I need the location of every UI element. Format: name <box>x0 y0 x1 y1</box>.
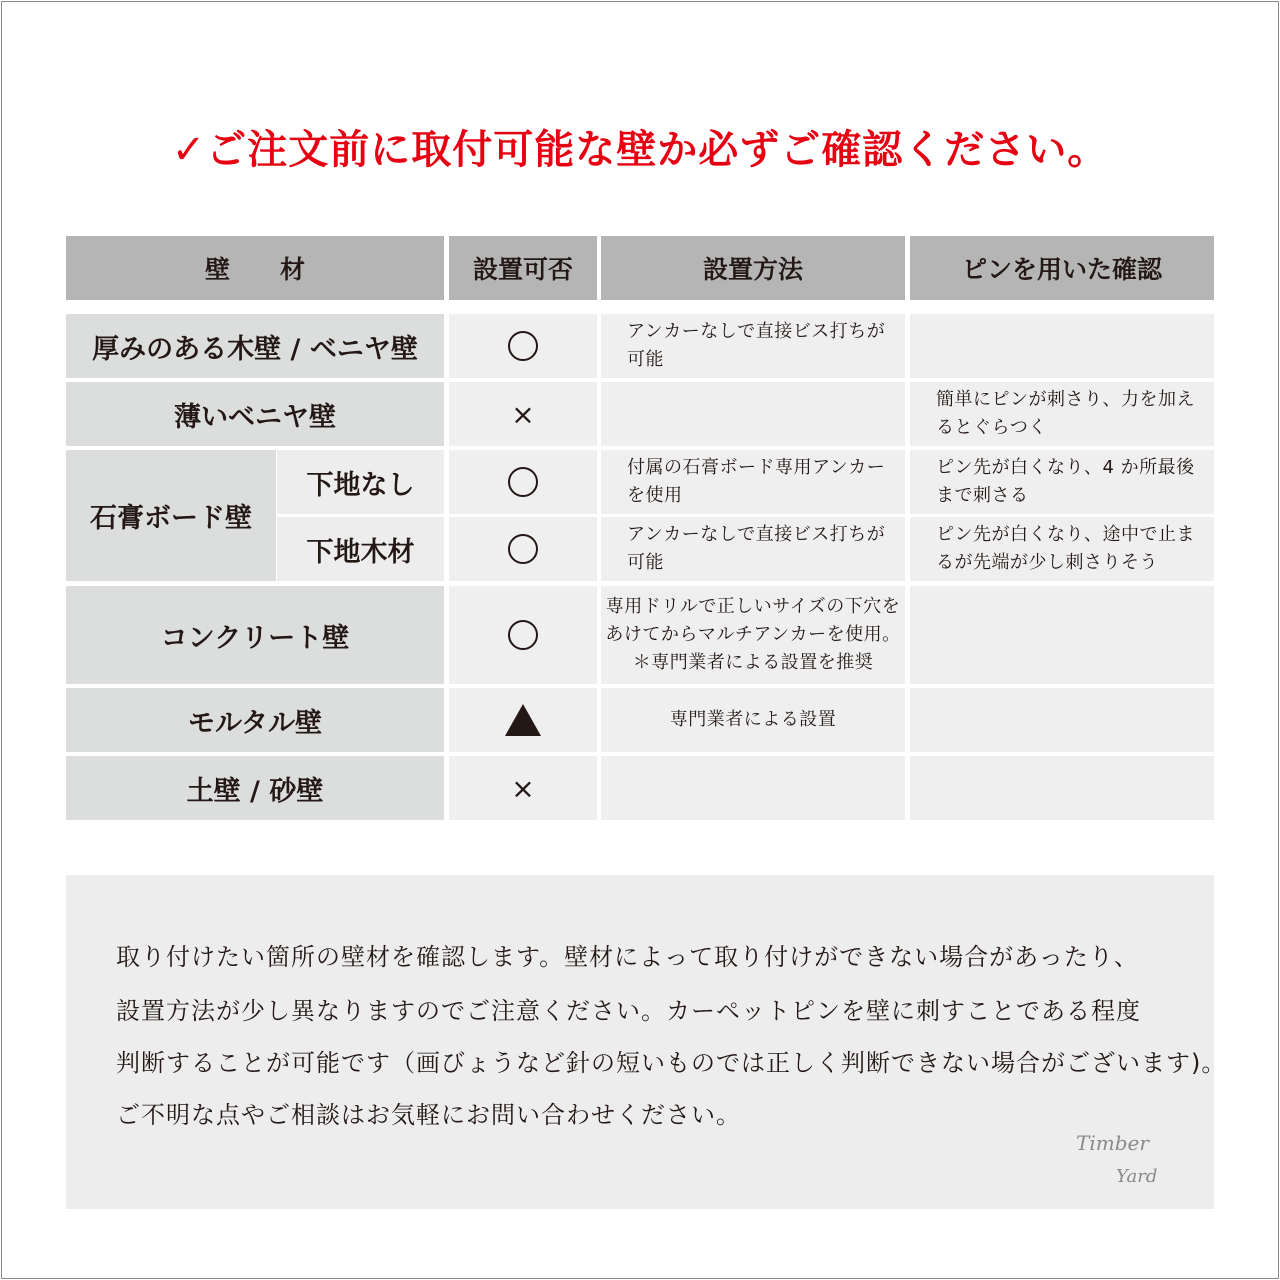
header-method: 設置方法 <box>601 236 905 300</box>
availability-cell <box>449 756 597 820</box>
info-line: 設置方法が少し異なりますのでご注意ください。カーペットピンを壁に刺すことである程度 <box>116 997 1141 1025</box>
availability-cell <box>449 314 597 378</box>
availability-cell <box>449 382 597 446</box>
sub-material-cell: 下地なし <box>277 450 444 514</box>
page-title: ✓ご注文前に取付可能な壁か必ずご確認ください。 <box>171 127 1109 173</box>
pin-check-cell <box>910 688 1214 752</box>
sub-material-cell: 下地木材 <box>277 517 444 581</box>
pin-check-cell <box>910 314 1214 378</box>
material-cell: 厚みのある木壁 / ベニヤ壁 <box>66 314 444 378</box>
info-line: 判断することが可能です（画びょうなど針の短いものでは正しく判断できない場合がございます)。 <box>116 1049 1227 1077</box>
not-possible-cross-icon: × <box>511 771 535 805</box>
pin-check-cell <box>910 586 1214 684</box>
material-cell-gypsum: 石膏ボード壁 <box>66 450 276 581</box>
possible-circle-icon <box>508 534 538 564</box>
pin-check-cell <box>910 756 1214 820</box>
info-box <box>66 875 1227 1209</box>
timber-yard-logo <box>1072 1120 1172 1190</box>
not-possible-cross-icon: × <box>511 397 535 431</box>
method-cell: アンカーなしで直接ビス打ちが 可能 <box>601 314 905 378</box>
header-availability: 設置可否 <box>449 236 597 300</box>
possible-circle-icon <box>508 331 538 361</box>
material-cell: モルタル壁 <box>66 688 444 752</box>
info-line: 取り付けたい箇所の壁材を確認します。壁材によって取り付けができない場合があったり、 <box>116 943 1139 971</box>
header-material: 壁 材 <box>66 236 444 300</box>
method-cell: 専門業者による設置 <box>601 688 905 752</box>
method-cell: アンカーなしで直接ビス打ちが 可能 <box>601 517 905 581</box>
method-cell: 付属の石膏ボード専用アンカー を使用 <box>601 450 905 514</box>
logo-line2: Yard <box>1116 1166 1158 1187</box>
availability-cell <box>449 517 597 581</box>
availability-cell <box>449 688 597 752</box>
material-cell: 薄いベニヤ壁 <box>66 382 444 446</box>
availability-cell <box>449 586 597 684</box>
method-cell <box>601 382 905 446</box>
info-line: ご不明な点やご相談はお気軽にお問い合わせください。 <box>116 1101 741 1129</box>
pin-check-cell: ピン先が白くなり、途中で止ま るが先端が少し刺さりそう <box>910 517 1214 581</box>
pin-check-cell: ピン先が白くなり、4 か所最後 まで刺さる <box>910 450 1214 514</box>
header-pin-check: ピンを用いた確認 <box>910 236 1214 300</box>
material-cell: 土壁 / 砂壁 <box>66 756 444 820</box>
method-cell <box>601 756 905 820</box>
possible-circle-icon <box>508 620 538 650</box>
possible-circle-icon <box>508 467 538 497</box>
conditional-triangle-icon <box>505 704 541 736</box>
material-cell: コンクリート壁 <box>66 586 444 684</box>
logo-line1: Timber <box>1076 1131 1149 1155</box>
pin-check-cell: 簡単にピンが刺さり、力を加え るとぐらつく <box>910 382 1214 446</box>
availability-cell <box>449 450 597 514</box>
method-cell: 専用ドリルで正しいサイズの下穴を あけてからマルチアンカーを使用。 ＊専門業者による設置を推奨 <box>601 586 905 684</box>
